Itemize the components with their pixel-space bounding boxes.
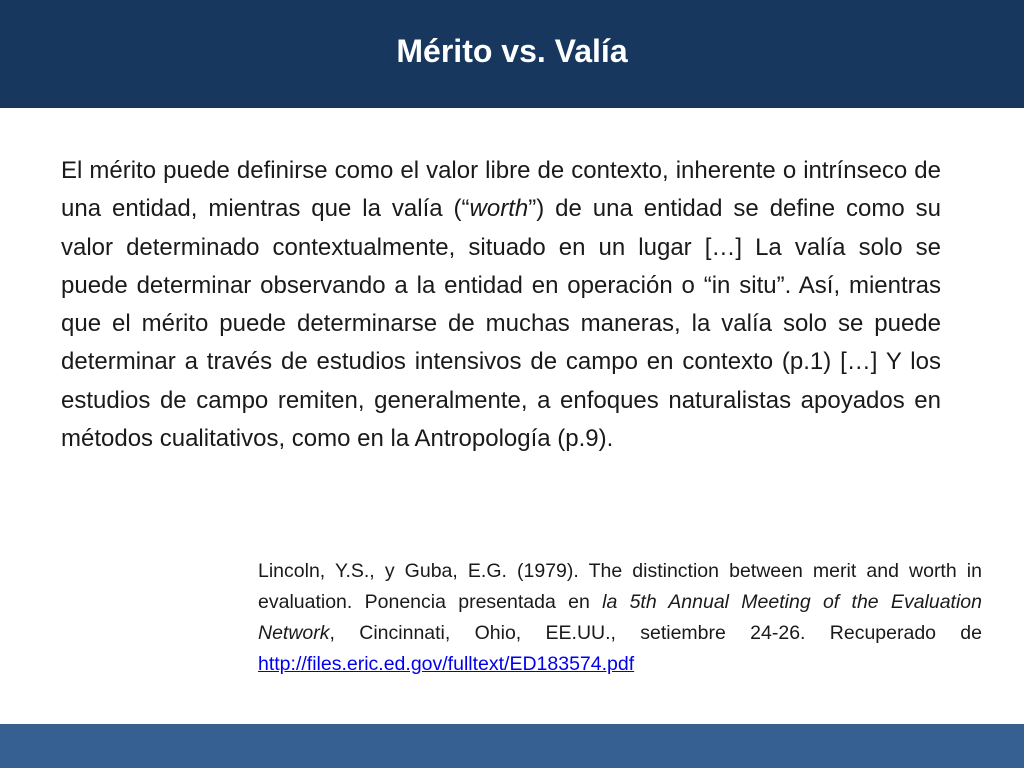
citation-location: , Cincinnati, Ohio, EE.UU., setiembre 24-26. Recuperado de [329,622,982,644]
quote-paragraph [61,152,941,458]
quote-text-end: ”) de una entidad se define como su valor determinado contextualmente, situado en un lugar […] La valía solo se puede determinar observando a la entidad en operación o “in situ”. Así, mientras que el mérito puede determinarse de muchas maneras, la valía solo se puede determinar a través de estudios intensivos de campo en contexto (p.1) […] Y los estudios de campo remiten, generalmente, a enfoques naturalistas apoyados en métodos cualitativos, como en la Antropología (p.9). [61,195,941,453]
quote-text-start: El mérito puede definirse como el valor libre de contexto, inherente o intrínseco de una entidad, mientras que la valía (“ [61,157,941,223]
quote-emphasis-worth: worth [469,195,529,223]
citation-authors: Lincoln, Y.S., y Guba, E.G. (1979). The distinction between merit and worth in evaluation. Ponencia presentada en [258,560,982,613]
citation-link[interactable]: http://files.eric.ed.gov/fulltext/ED183574.pdf [258,653,635,675]
citation-event-name: la 5th Annual Meeting of the Evaluation Network [258,591,982,644]
footer-bar [0,724,1024,768]
citation-paragraph [258,556,982,680]
header-bar [0,0,1024,108]
slide-title: Mérito vs. Valía [396,32,628,69]
